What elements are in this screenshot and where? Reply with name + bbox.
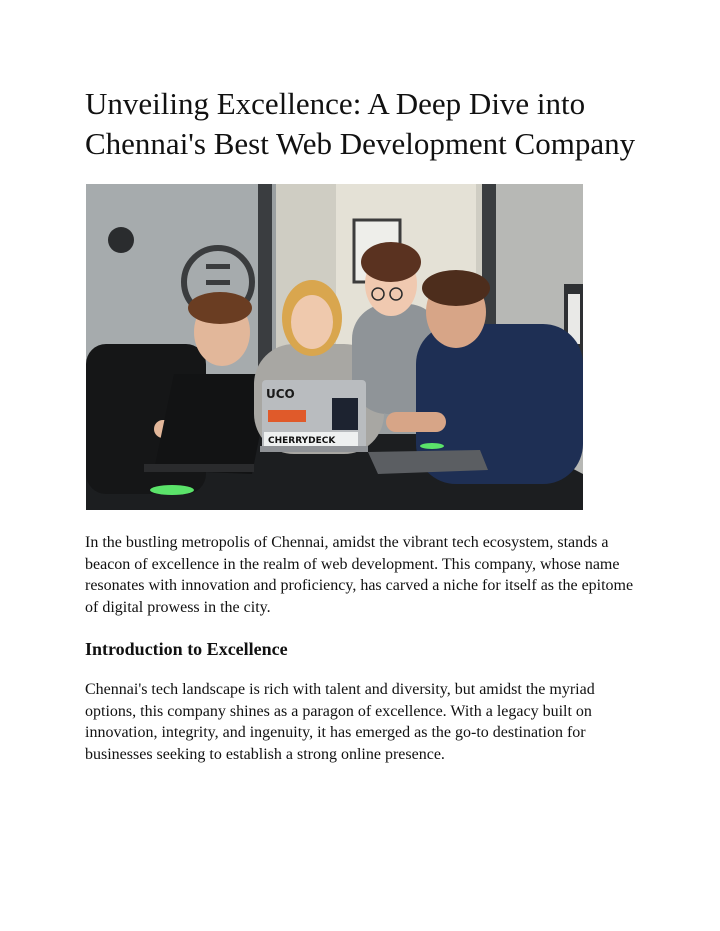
laptop-sticker-bottom: CHERRYDECK xyxy=(268,436,336,446)
body-paragraph: Chennai's tech landscape is rich with talent and diversity, but amidst the myriad options, this company shines as a paragon of excellence. With a legacy built on innovation, integrity, and ingenuity, it has emerged as the go-to destination for businesses seeking to establish a strong online presence. xyxy=(85,681,595,763)
intro-paragraph: In the bustling metropolis of Chennai, amidst the vibrant tech ecosystem, stands a beacon of excellence in the realm of web development. This company, whose name resonates with innovation and proficiency, has carved a niche for itself as the epitome of digital prowess in the city. xyxy=(85,534,634,616)
team-photo xyxy=(86,184,583,510)
laptop-sticker-top: UCO xyxy=(266,387,295,401)
section-heading: Introduction to Excellence xyxy=(85,639,288,659)
page-title: Unveiling Excellence: A Deep Dive into Chennai's Best Web Development Company xyxy=(85,86,636,161)
